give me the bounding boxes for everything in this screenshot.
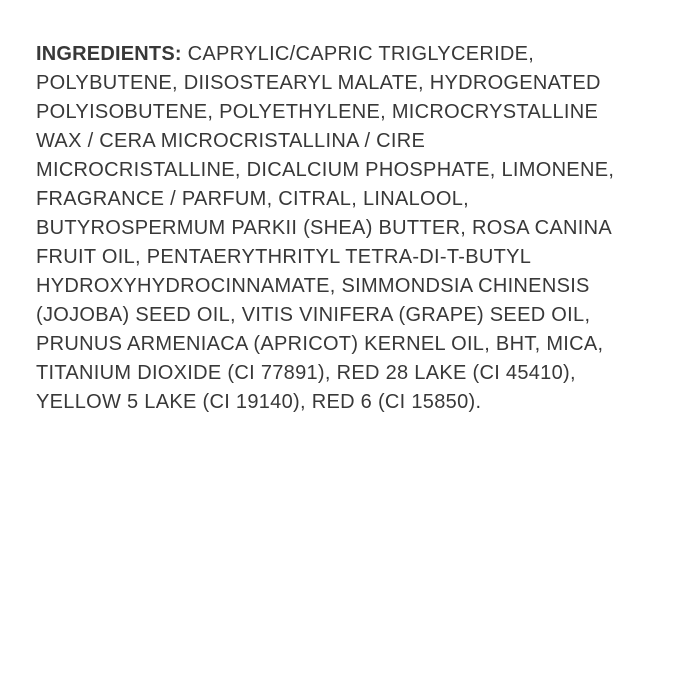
- ingredients-line: WAX / CERA MICROCRISTALLINA / CIRE: [36, 130, 426, 152]
- ingredients-line: (JOJOBA) SEED OIL, VITIS VINIFERA (GRAPE) SEED OIL,: [36, 304, 591, 326]
- ingredients-line: POLYBUTENE, DIISOSTEARYL MALATE, HYDROGENATED: [36, 72, 601, 94]
- ingredients-line: BUTYROSPERMUM PARKII (SHEA) BUTTER, ROSA CANINA: [36, 217, 613, 239]
- ingredients-text-block: [36, 40, 652, 417]
- ingredients-line: FRUIT OIL, PENTAERYTHRITYL TETRA-DI-T-BUTYL: [36, 246, 532, 268]
- ingredients-line-text: CAPRYLIC/CAPRIC TRIGLYCERIDE,: [181, 43, 535, 65]
- ingredients-line: FRAGRANCE / PARFUM, CITRAL, LINALOOL,: [36, 188, 470, 210]
- ingredients-heading: INGREDIENTS:: [36, 43, 182, 65]
- ingredients-line: PRUNUS ARMENIACA (APRICOT) KERNEL OIL, BHT, MICA,: [36, 333, 604, 355]
- ingredients-line: [36, 40, 652, 69]
- ingredients-line: HYDROXYHYDROCINNAMATE, SIMMONDSIA CHINENSIS: [36, 275, 590, 297]
- ingredients-line: YELLOW 5 LAKE (CI 19140), RED 6 (CI 15850).: [36, 391, 482, 413]
- ingredients-line: TITANIUM DIOXIDE (CI 77891), RED 28 LAKE (CI 45410),: [36, 362, 576, 384]
- ingredients-line: MICROCRISTALLINE, DICALCIUM PHOSPHATE, LIMONENE,: [36, 159, 615, 181]
- ingredients-line: POLYISOBUTENE, POLYETHYLENE, MICROCRYSTALLINE: [36, 101, 599, 123]
